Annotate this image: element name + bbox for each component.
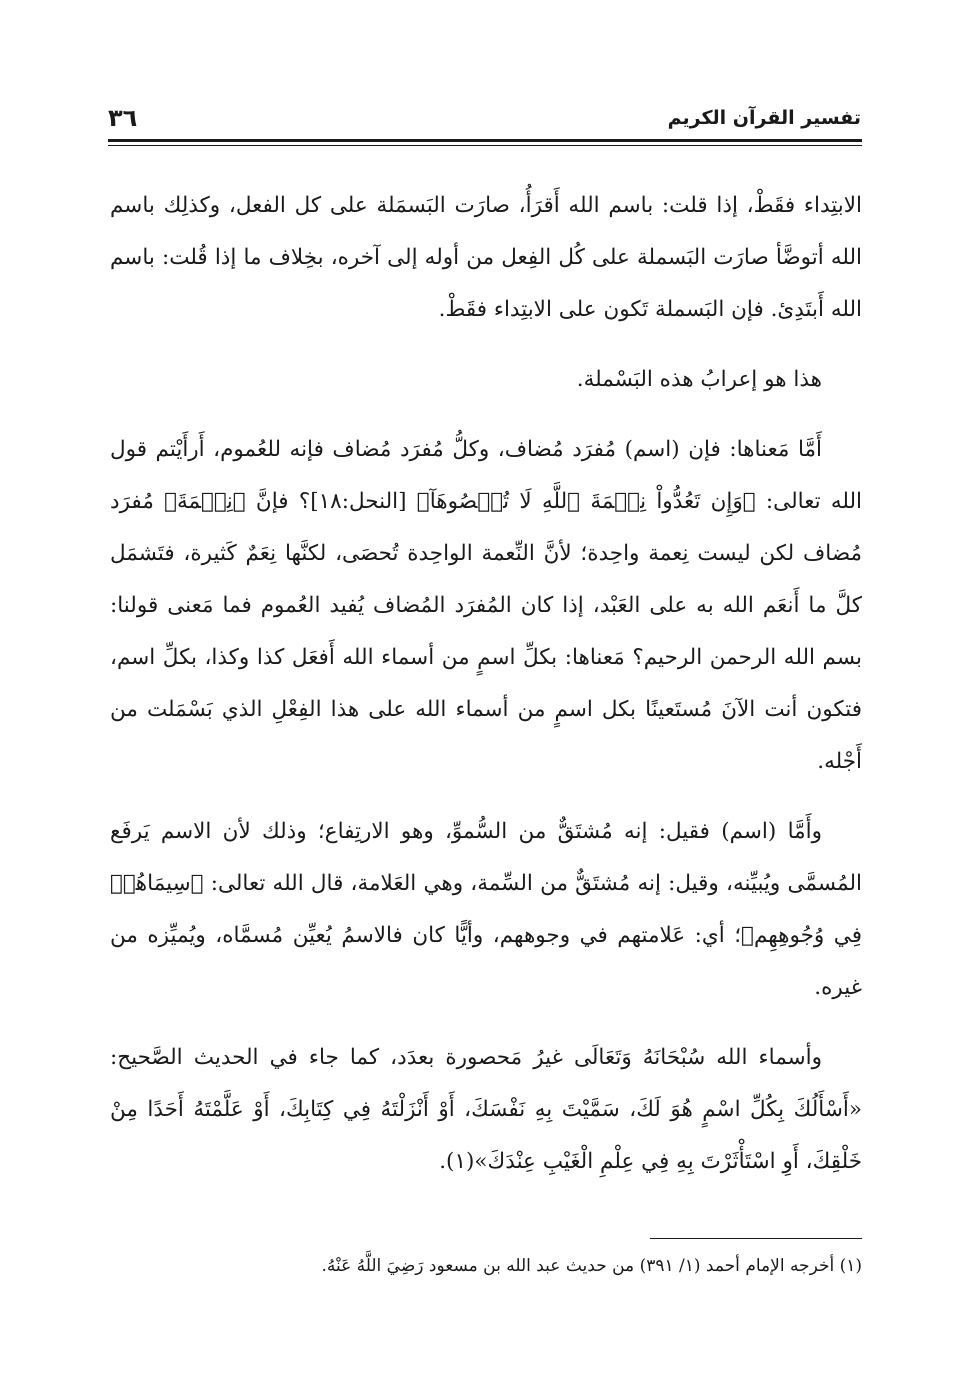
paragraph-4: وأَمَّا (اسم) فقيل: إنه مُشتَقٌّ من السُّموِّ، وهو الارتِفاع؛ وذلك لأن الاسم يَرفَع المُسمَّى ويُبيِّنه، وقيل: إنه مُشتَقٌّ من السِّمة، وهي العَلامة، قال الله تعالى: ﴿سِيمَاهُمۡ فِي وُجُوهِهِم﴾؛ أي: عَلامتهم في وجوههم، وأيًّا كان فالاسمُ يُعيِّن مُسمَّاه، ويُميِّزه من غيره. — [110, 819, 862, 1000]
footnote-rule — [650, 1238, 862, 1239]
page-number: ٣٦ — [108, 104, 138, 132]
page-body — [110, 180, 862, 1206]
paragraph-5: وأسماء الله سُبْحَانَهُ وَتَعَالَى غيرُ مَحصورة بعدَد، كما جاء في الحديث الصَّحيح: «أَسْأَلُكَ بِكُلِّ اسْمٍ هُوَ لَكَ، سَمَّيْتَ بِهِ نَفْسَكَ، أَوْ أَنْزَلْتَهُ فِي كِتَابِكَ، أَوْ عَلَّمْتَهُ أَحَدًا مِنْ خَلْقِكَ، أَوِ اسْتَأْثَرْتَ بِهِ فِي عِلْمِ الْغَيْبِ عِنْدَكَ»(١). — [110, 1045, 862, 1174]
paragraph-3: أَمَّا مَعناها: فإن (اسم) مُفرَد مُضاف، وكلُّ مُفرَد مُضاف فإنه للعُموم، أَرأَيْتم قول الله تعالى: ﴿وَإِن تَعُدُّواْ نِعۡمَةَ ٱللَّهِ لَا تُحۡصُوهَآ﴾ [النحل:١٨]؟ فإنَّ ﴿نِعۡمَةَ﴾ مُفرَد مُضاف لكن ليست نِعمة واحِدة؛ لأنَّ النِّعمة الواحِدة تُحصَى، لكنَّها نِعَمٌ كَثيرة، فتَشمَل كلَّ ما أَنعَم الله به على العَبْد، إذا كان المُفرَد المُضاف يُفيد العُموم فما مَعنى قولنا: بسم الله الرحمن الرحيم؟ مَعناها: بكلِّ اسمٍ من أسماء الله أَفعَل كذا وكذا، بكلِّ اسم، فتكون أنت الآنَ مُستَعينًا بكل اسمٍ من أسماء الله على هذا الفِعْلِ الذي بَسْمَلت من أَجْله. — [110, 437, 862, 774]
paragraph-2: هذا هو إعرابُ هذه البَسْملة. — [576, 367, 822, 392]
footnote: (١) أخرجه الإمام أحمد (١/ ٣٩١) من حديث عبد الله بن مسعود رَضِيَ اللَّهُ عَنْهُ. — [321, 1256, 862, 1276]
header-rule — [108, 139, 862, 142]
page-header — [108, 98, 861, 138]
book-title: تفسير القرآن الكريم — [667, 107, 861, 129]
header-rule-thin — [108, 145, 862, 146]
paragraph-1: الابتِداء فقَطْ، إذا قلت: باسم الله أَقرَأُ، صارَت البَسمَلة على كل الفعل، وكذلِك باسم الله أتوضَّأ صارَت البَسملة على كُل الفِعل من أوله إلى آخره، بخِلاف ما إذا قُلت: باسم الله أَبتَدِئ. فإن البَسملة تَكون على الابتِداء فقَطْ. — [110, 193, 862, 322]
